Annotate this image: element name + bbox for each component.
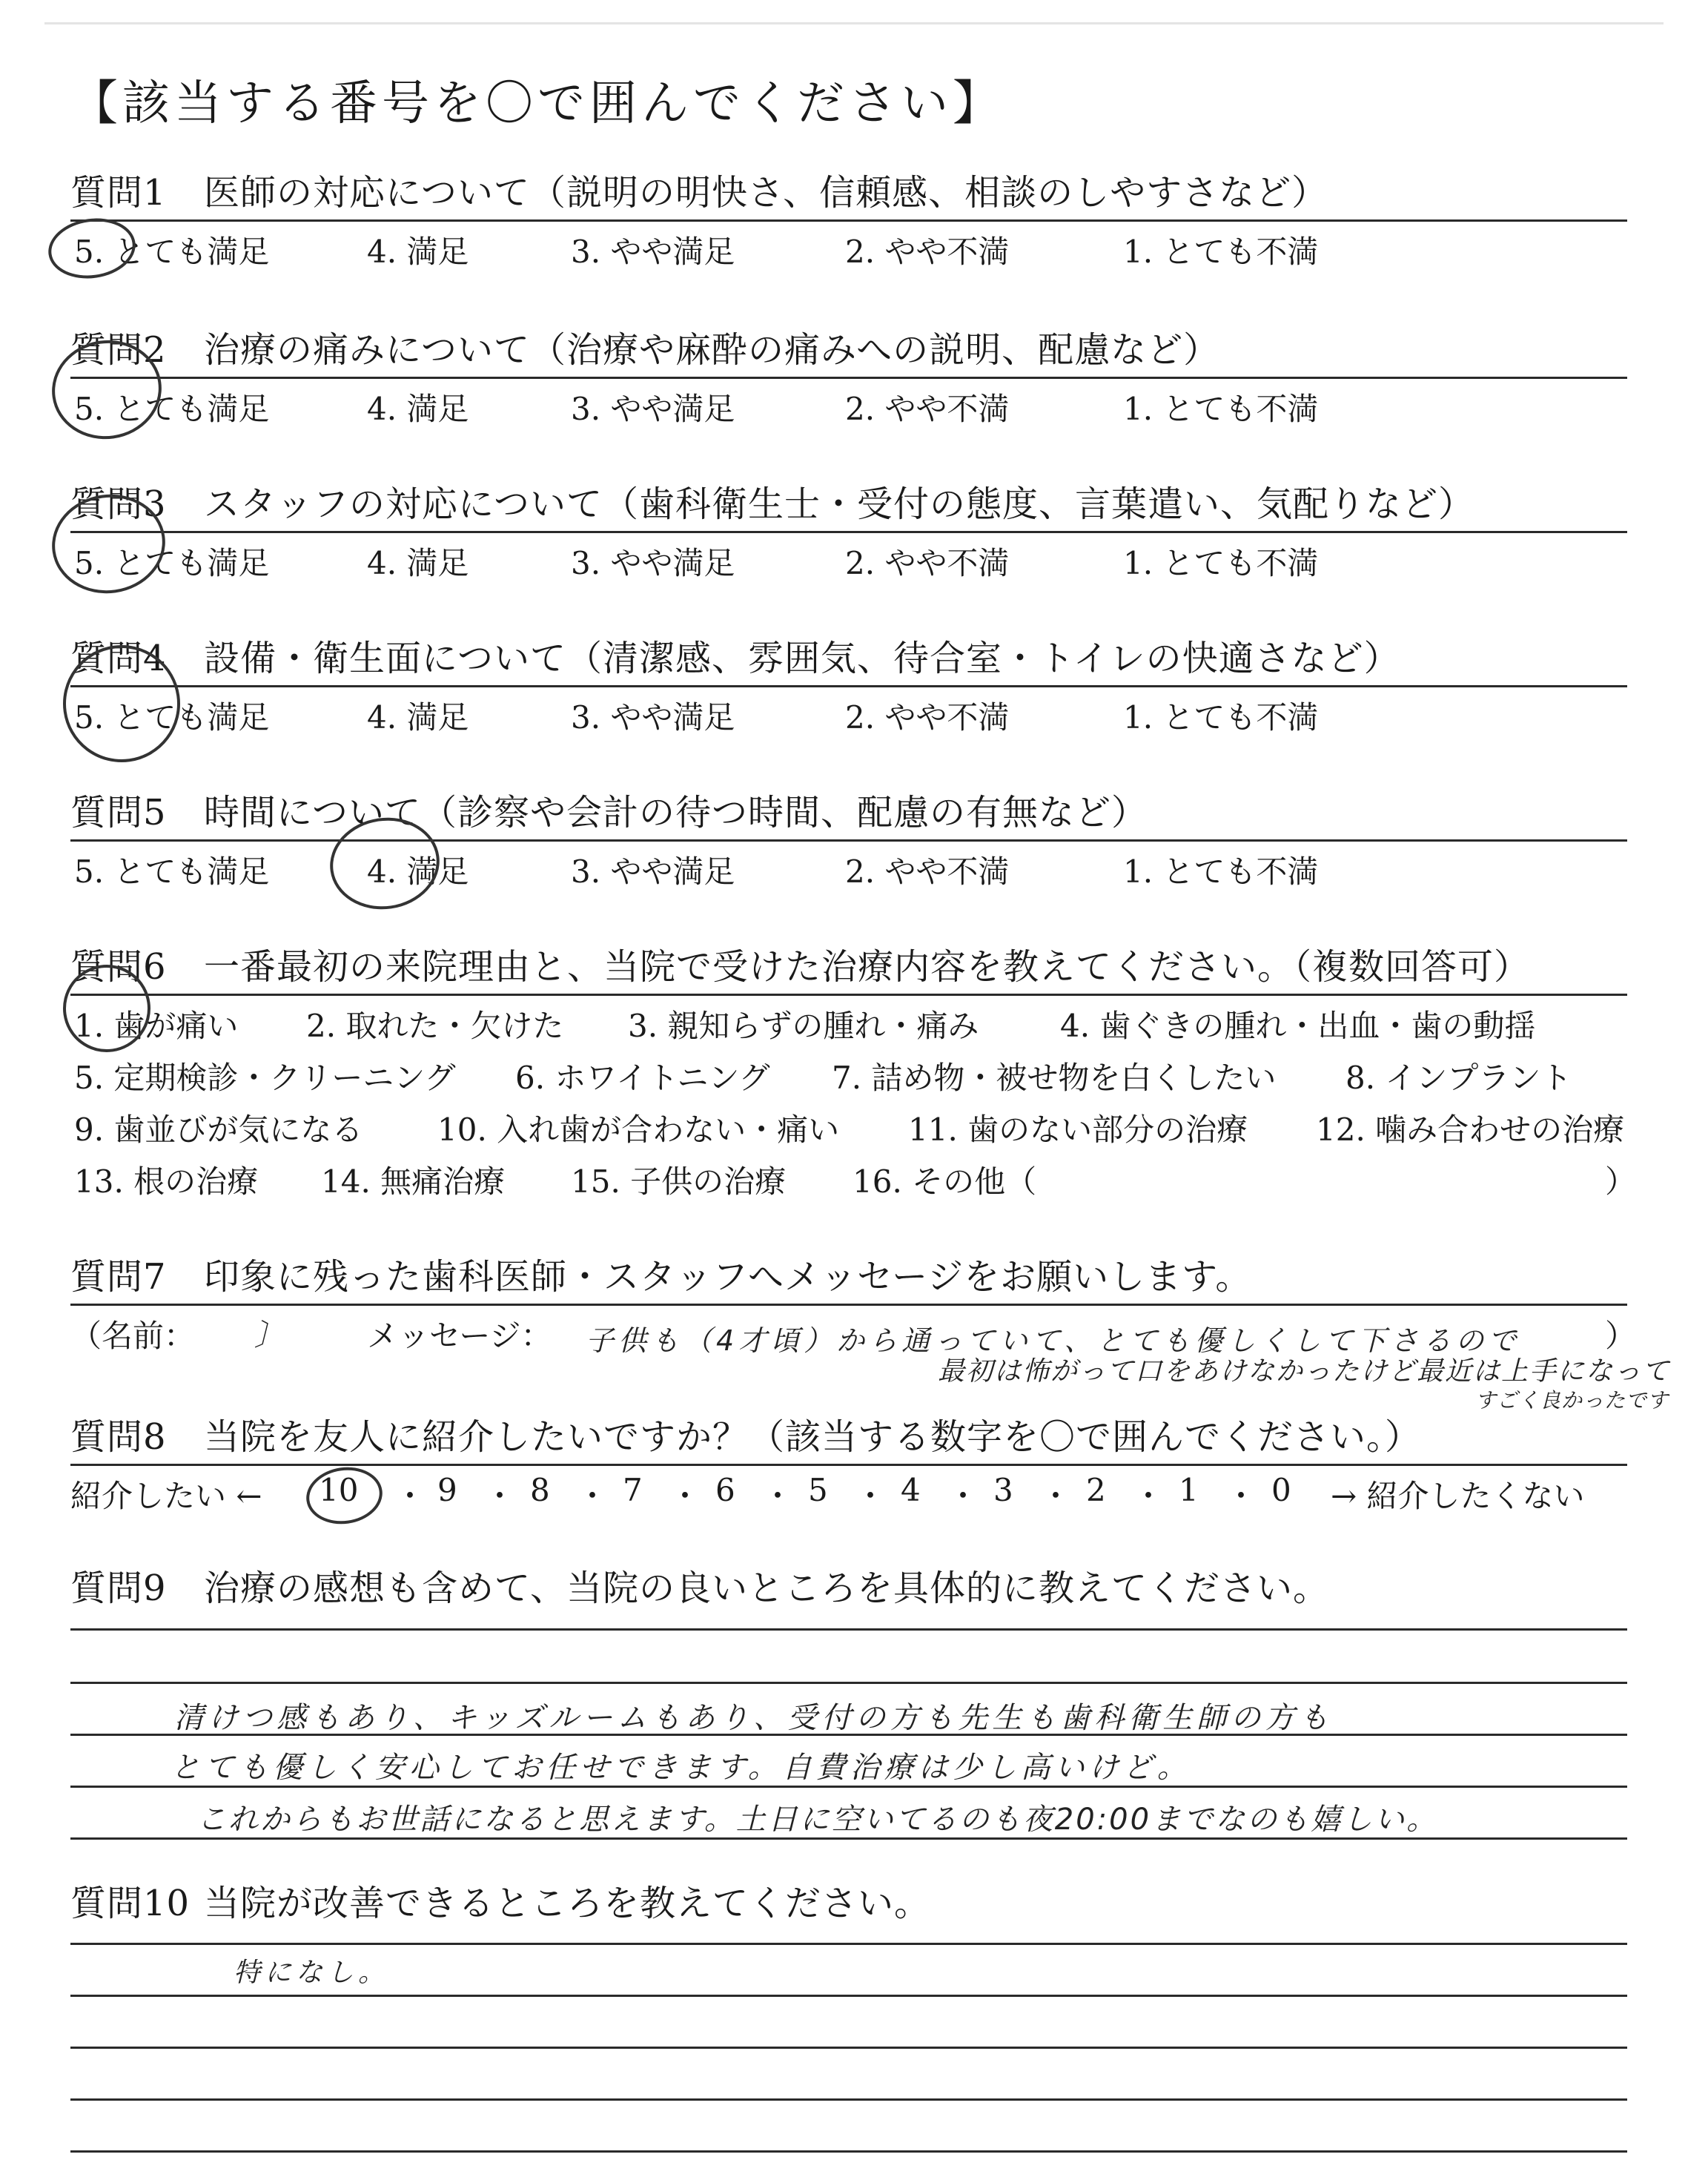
q8-number: 質問8 — [70, 1416, 167, 1458]
question-3 — [70, 480, 1627, 587]
q3-option-3[interactable]: 3. やや満足 — [571, 545, 735, 581]
q6-option-3[interactable]: 3. 親知らずの腫れ・痛み — [628, 1008, 979, 1044]
q8-scale — [70, 1472, 1627, 1519]
q7-message-line-2[interactable]: 最初は怖がって口をあけなかったけど最近は上手になって — [938, 1356, 1671, 1387]
q7-name-value[interactable]: 〕 — [254, 1318, 288, 1353]
q10-answer-line — [70, 1995, 1627, 1997]
q8-scale-3[interactable]: 3 — [993, 1472, 1013, 1508]
q4-option-2[interactable]: 2. やや不満 — [845, 699, 1010, 736]
question-9 — [70, 1565, 1627, 1612]
q6-row-4 — [70, 1157, 1637, 1209]
page-title: 【該当する番号を〇で囲んでください】 — [70, 76, 1004, 131]
q6-row-3 — [70, 1106, 1627, 1157]
q3-text: スタッフの対応について（歯科衛生士・受付の態度、言葉遣い、気配りなど） — [204, 483, 1475, 525]
q8-dot: ・ — [484, 1478, 516, 1514]
q8-dot: ・ — [1040, 1478, 1072, 1514]
q1-rule — [70, 219, 1627, 222]
q5-rule — [70, 839, 1627, 842]
q8-text: 当院を友人に紹介したいですか？（該当する数字を〇で囲んでください。） — [204, 1416, 1422, 1458]
q10-answer-line — [70, 1943, 1627, 1945]
q6-row-2 — [70, 1054, 1627, 1106]
q8-dot: ・ — [855, 1478, 887, 1514]
q6-text: 一番最初の来院理由と、当院で受けた治療内容を教えてください。（複数回答可） — [204, 946, 1531, 988]
q5-option-4[interactable]: 4. 満足 — [367, 853, 469, 890]
q5-options — [70, 848, 1627, 895]
q9-answer-line-2[interactable]: とても優しく安心してお任せできます。自費治療は少し高いけど。 — [171, 1751, 1191, 1785]
q2-rule — [70, 377, 1627, 379]
question-1 — [70, 169, 1627, 275]
q9-number: 質問9 — [70, 1568, 167, 1609]
q8-dot: ・ — [1225, 1478, 1257, 1514]
q8-scale-9[interactable]: 9 — [437, 1472, 457, 1508]
q7-text: 印象に残った歯科医師・スタッフへメッセージをお願いします。 — [204, 1256, 1252, 1298]
q3-option-4[interactable]: 4. 満足 — [367, 545, 469, 581]
q8-scale-1[interactable]: 1 — [1179, 1472, 1199, 1508]
q6-option-12[interactable]: 12. 噛み合わせの治療 — [1316, 1112, 1625, 1148]
q9-answer-line-3[interactable]: これからもお世話になると思えます。土日に空いてるのも夜20:00までなのも嬉しい。 — [196, 1803, 1439, 1837]
q1-option-1[interactable]: 1. とても不満 — [1123, 234, 1319, 270]
q10-text: 当院が改善できるところを教えてください。 — [204, 1883, 931, 1924]
q9-answer-line — [70, 1682, 1627, 1684]
q1-option-5[interactable]: 5. とても満足 — [74, 234, 270, 270]
q6-number: 質問6 — [70, 946, 167, 988]
q5-option-2[interactable]: 2. やや不満 — [845, 853, 1010, 890]
q5-number: 質問5 — [70, 792, 167, 833]
question-10 — [70, 1880, 1627, 1927]
q6-option-11[interactable]: 11. 歯のない部分の治療 — [908, 1112, 1248, 1148]
q7-fields — [70, 1312, 1671, 1413]
q8-scale-6[interactable]: 6 — [715, 1472, 735, 1508]
q6-option-15[interactable]: 15. 子供の治療 — [571, 1163, 787, 1200]
q2-options — [70, 385, 1627, 432]
q5-text: 時間について（診察や会計の待つ時間、配慮の有無など） — [204, 792, 1148, 833]
q4-options — [70, 693, 1627, 741]
q8-dot: ・ — [394, 1478, 426, 1514]
q8-dot: ・ — [577, 1478, 609, 1514]
q8-dot: ・ — [669, 1478, 701, 1514]
q2-option-5[interactable]: 5. とても満足 — [74, 391, 270, 427]
q2-option-3[interactable]: 3. やや満足 — [571, 391, 735, 427]
q7-message-line-3[interactable]: すごく良かったです — [1475, 1388, 1669, 1413]
q4-number: 質問4 — [70, 638, 167, 679]
q8-scale-0[interactable]: 0 — [1271, 1472, 1291, 1508]
q8-scale-10[interactable]: 10 — [319, 1472, 359, 1508]
q3-option-2[interactable]: 2. やや不満 — [845, 545, 1010, 581]
q6-option-5[interactable]: 5. 定期検診・クリーニング — [74, 1060, 456, 1096]
q8-left-label: 紹介したい ← — [70, 1478, 262, 1514]
q8-scale-2[interactable]: 2 — [1086, 1472, 1106, 1508]
q3-option-1[interactable]: 1. とても不満 — [1123, 545, 1319, 581]
q2-number: 質問2 — [70, 329, 167, 371]
q6-rule — [70, 994, 1627, 996]
q8-scale-8[interactable]: 8 — [530, 1472, 550, 1508]
q10-number: 質問10 — [70, 1883, 191, 1924]
q4-option-5[interactable]: 5. とても満足 — [74, 699, 270, 736]
q7-name-label: （名前： — [70, 1318, 196, 1354]
q1-option-3[interactable]: 3. やや満足 — [571, 234, 735, 270]
q10-answer-line — [70, 2098, 1627, 2101]
q6-option-10[interactable]: 10. 入れ歯が合わない・痛い — [437, 1112, 840, 1148]
q4-rule — [70, 685, 1627, 687]
q8-dot: ・ — [947, 1478, 979, 1514]
q6-option-9[interactable]: 9. 歯並びが気になる — [74, 1112, 363, 1148]
q8-right-label: → 紹介したくない — [1331, 1478, 1585, 1514]
q8-scale-4[interactable]: 4 — [901, 1472, 921, 1508]
q8-dot: ・ — [762, 1478, 794, 1514]
q10-answer-line — [70, 2150, 1627, 2153]
q10-answer-line-1[interactable]: 特になし。 — [234, 1958, 390, 1988]
q9-text: 治療の感想も含めて、当院の良いところを具体的に教えてください。 — [204, 1568, 1330, 1609]
q1-text: 医師の対応について（説明の明快さ、信頼感、相談のしやすさなど） — [204, 172, 1328, 214]
question-2 — [70, 326, 1627, 432]
q6-option-6[interactable]: 6. ホワイトニング — [515, 1060, 770, 1096]
q4-text: 設備・衛生面について（清潔感、雰囲気、待合室・トイレの快適さなど） — [204, 638, 1400, 679]
q7-message-line-1[interactable]: 子供も（4才頃）から通っていて、とても優しくして下さるので — [586, 1324, 1521, 1357]
q3-rule — [70, 531, 1627, 533]
question-7 — [70, 1253, 1671, 1413]
question-8 — [70, 1413, 1627, 1519]
q5-option-3[interactable]: 3. やや満足 — [571, 853, 735, 890]
question-4 — [70, 635, 1627, 741]
q4-option-3[interactable]: 3. やや満足 — [571, 699, 735, 736]
q6-option-8[interactable]: 8. インプラント — [1345, 1060, 1572, 1096]
q2-option-2[interactable]: 2. やや不満 — [845, 391, 1010, 427]
q9-answer-line-1[interactable]: 清けつ感もあり、キッズルームもあり、受付の方も先生も歯科衛生師の方も — [174, 1701, 1334, 1735]
q8-dot: ・ — [1133, 1478, 1165, 1514]
q9-answer-line — [70, 1628, 1627, 1631]
q6-option-4[interactable]: 4. 歯ぐきの腫れ・出血・歯の動揺 — [1060, 1008, 1536, 1044]
q1-number: 質問1 — [70, 172, 167, 214]
q8-rule — [70, 1464, 1627, 1466]
q1-option-4[interactable]: 4. 満足 — [367, 234, 469, 270]
q5-option-1[interactable]: 1. とても不満 — [1123, 853, 1319, 890]
q3-options — [70, 539, 1627, 587]
q3-option-5[interactable]: 5. とても満足 — [74, 545, 270, 581]
q6-other-close-paren: ） — [1605, 1163, 1637, 1200]
q1-option-2[interactable]: 2. やや不満 — [845, 234, 1010, 270]
question-5 — [70, 789, 1627, 895]
q6-option-7[interactable]: 7. 詰め物・被せ物を白くしたい — [832, 1060, 1277, 1096]
q5-option-5[interactable]: 5. とても満足 — [74, 853, 270, 890]
q6-option-14[interactable]: 14. 無痛治療 — [321, 1163, 506, 1200]
q6-option-1[interactable]: 1. 歯が痛い — [74, 1008, 239, 1044]
q2-text: 治療の痛みについて（治療や麻酔の痛みへの説明、配慮など） — [204, 329, 1220, 371]
q6-option-16[interactable]: 16. その他（ — [853, 1163, 1037, 1200]
q8-scale-7[interactable]: 7 — [623, 1472, 643, 1508]
q2-option-4[interactable]: 4. 満足 — [367, 391, 469, 427]
q4-option-1[interactable]: 1. とても不満 — [1123, 699, 1319, 736]
question-6 — [70, 943, 1637, 1209]
q4-option-4[interactable]: 4. 満足 — [367, 699, 469, 736]
q6-row-1 — [70, 1002, 1627, 1054]
q7-message-label: メッセージ： — [367, 1318, 552, 1354]
q7-rule — [70, 1304, 1627, 1306]
q3-number: 質問3 — [70, 483, 167, 525]
q2-option-1[interactable]: 1. とても不満 — [1123, 391, 1319, 427]
q7-close-paren: ） — [1605, 1318, 1637, 1354]
top-rule — [44, 22, 1664, 24]
q6-option-13[interactable]: 13. 根の治療 — [74, 1163, 259, 1200]
q1-options — [70, 228, 1627, 275]
q7-number: 質問7 — [70, 1256, 167, 1298]
q8-scale-5[interactable]: 5 — [808, 1472, 828, 1508]
q6-option-2[interactable]: 2. 取れた・欠けた — [306, 1008, 564, 1044]
q10-answer-line — [70, 2047, 1627, 2049]
